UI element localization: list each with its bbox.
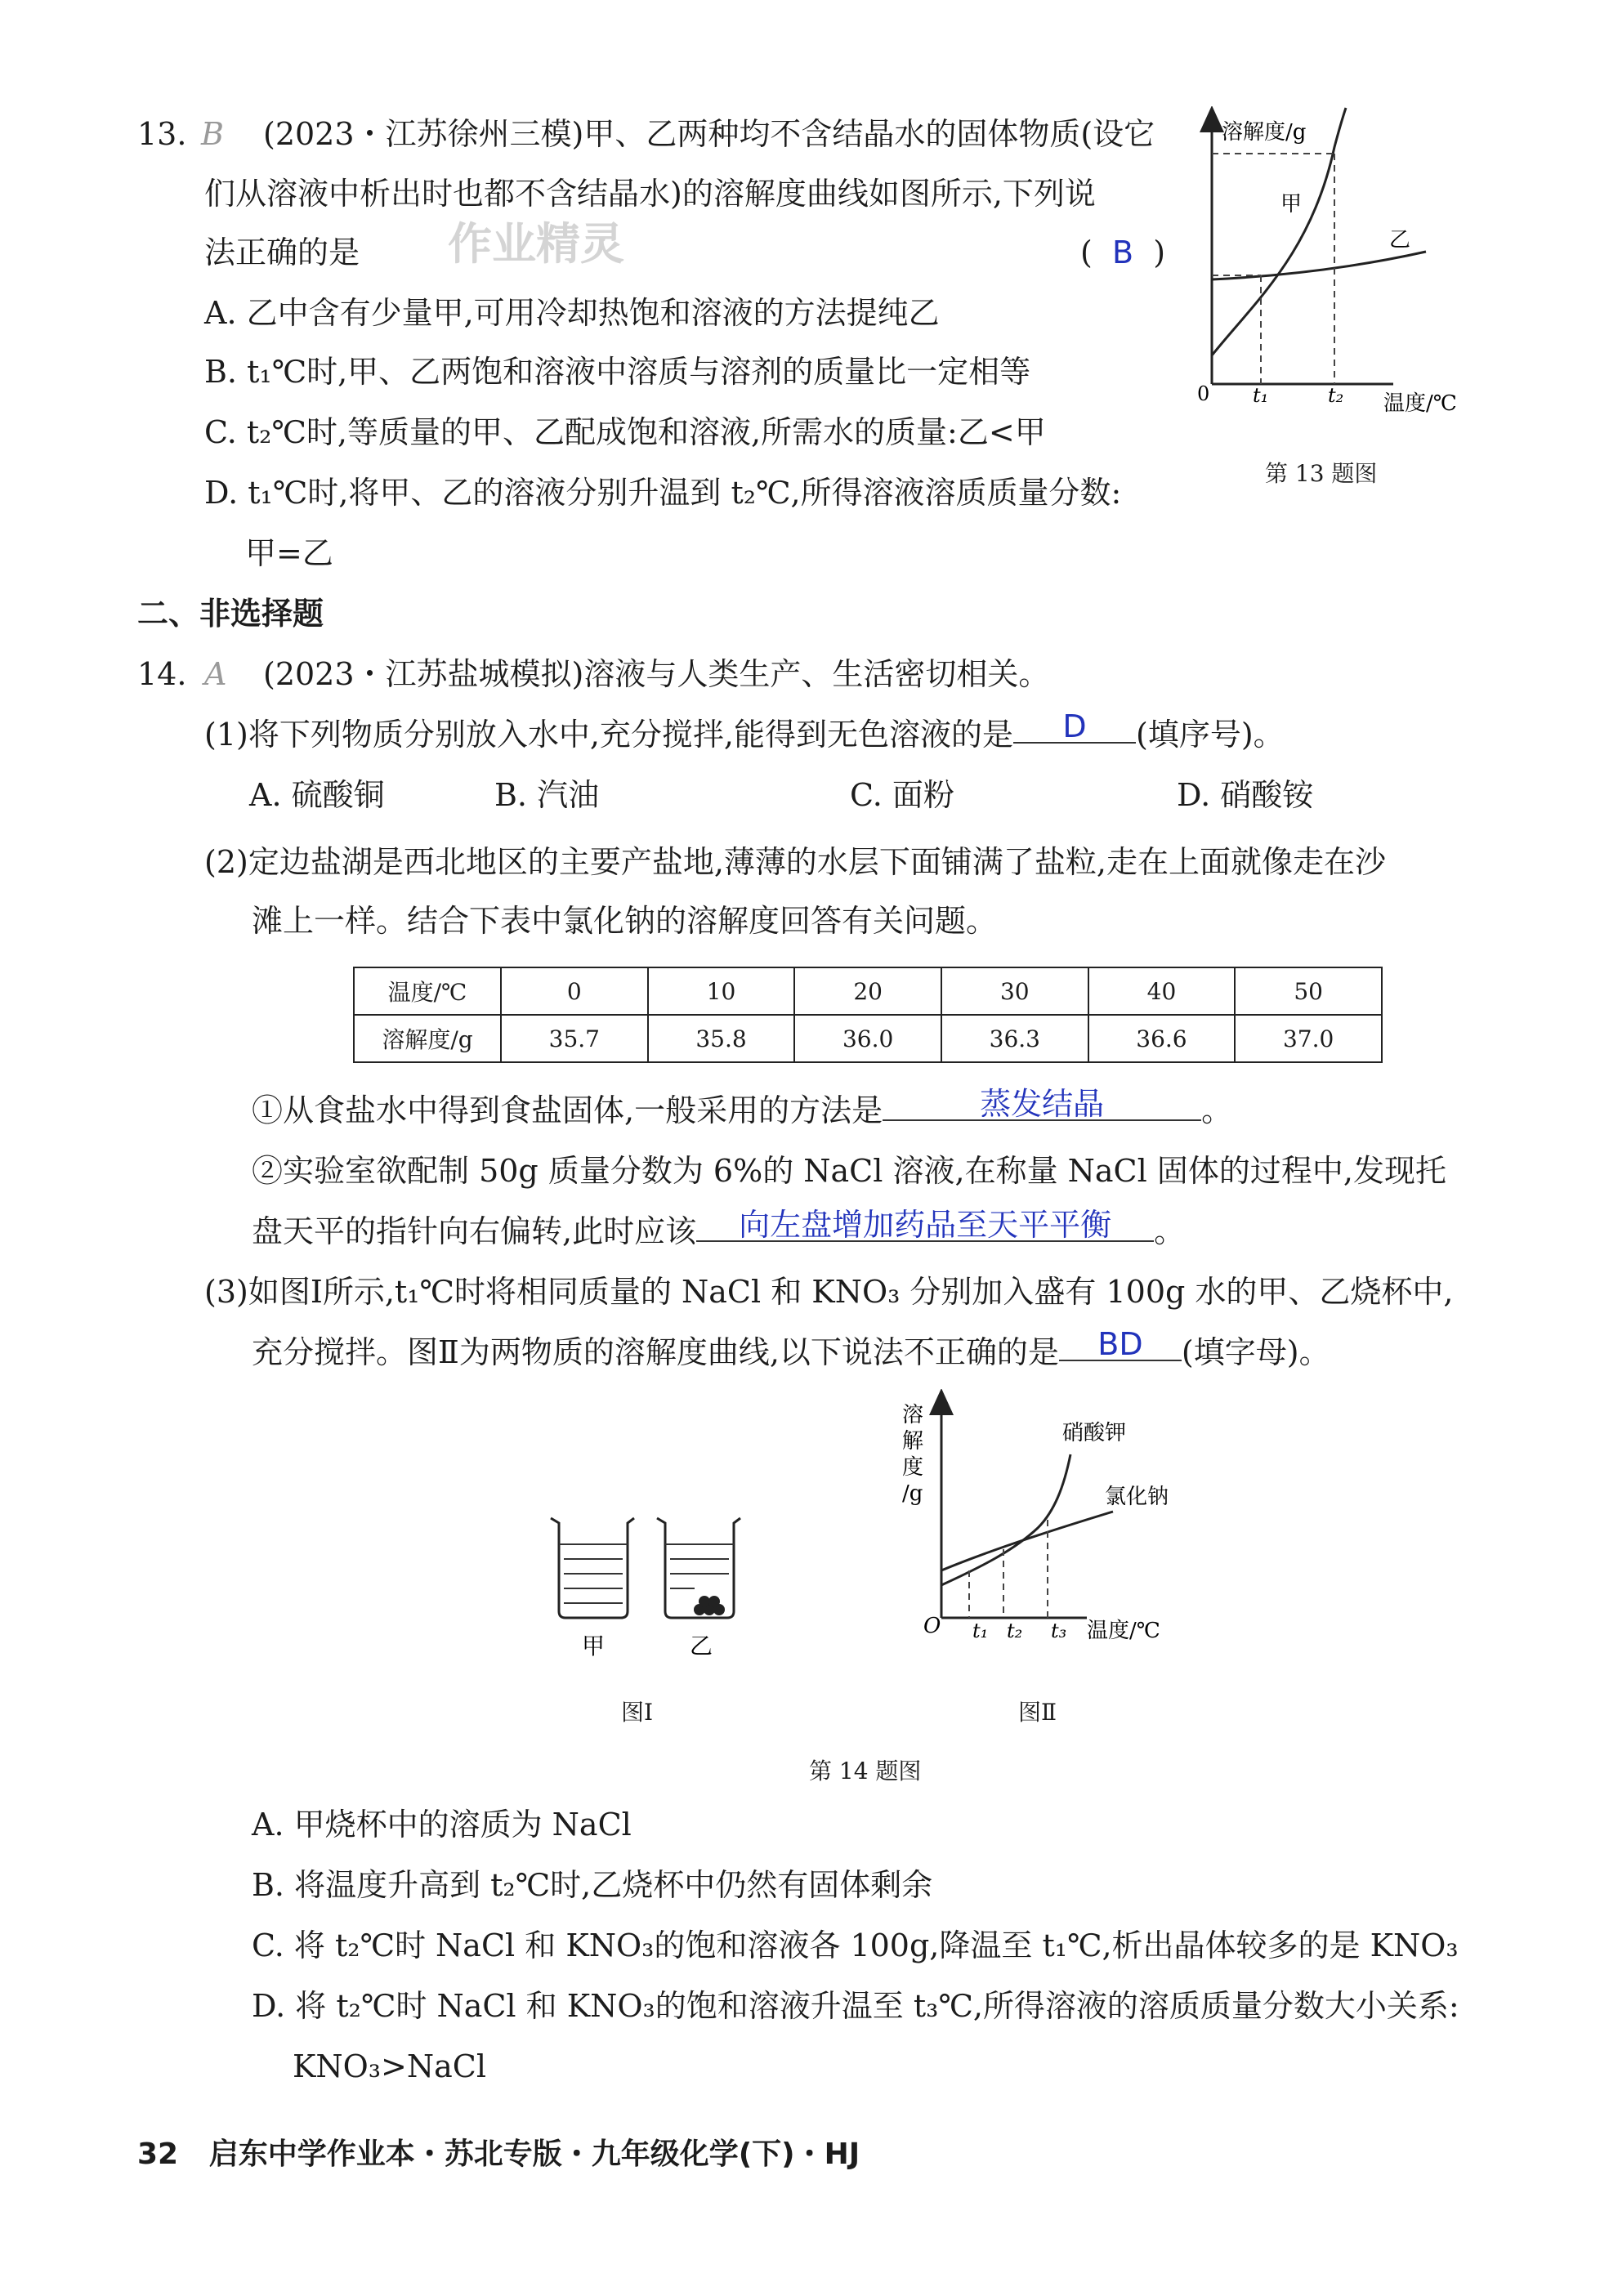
q13-stem-line3: 法正确的是 [204,235,360,270]
beaker-yi-label: 乙 [690,1633,713,1659]
q14-option-d-line2: KNO₃>NaCl [293,2048,486,2084]
q14-origin: O [923,1614,941,1638]
q14-t1-label: t₁ [972,1619,989,1642]
q13-t2-label: t₂ [1328,384,1344,407]
q13-y-label: 溶解度/g [1222,120,1307,145]
q14-part2-line2: 滩上一样。结合下表中氯化钠的溶解度回答有关问题。 [252,903,998,939]
q13-curve-yi-label: 乙 [1389,228,1411,252]
q14-part3-text: 充分搅拌。图Ⅱ为两物质的溶解度曲线,以下说法不正确的是 [252,1334,1059,1370]
q14-sub2-answer: 向左盘增加药品至天平平衡 [696,1209,1154,1242]
table-cell: 35.7 [501,1015,648,1062]
table-cell: 10 [648,967,795,1015]
table-cell: 50 [1235,967,1382,1015]
q14-curve-kno3-label: 硝酸钾 [1062,1421,1127,1445]
q14-part1-answer: D [1013,711,1136,744]
q14-sub1-end: 。 [1201,1092,1233,1128]
q14-figure-2-caption: 图Ⅱ [1018,1699,1057,1726]
q14-y-label-3: 度 [902,1455,924,1480]
q14-sub2-line1: ②实验室欲配制 50g 质量分数为 6%的 NaCl 溶液,在称量 NaCl 固体的过程中,发现托 [252,1153,1446,1189]
q13-option-d-line2: 甲=乙 [245,535,333,571]
page-number: 32 [137,2137,179,2171]
q13-answer-bracket: ( B ) [1080,235,1166,270]
table-header-temp: 温度/℃ [354,967,501,1015]
q13-answer: B [1111,235,1134,270]
q14-part1-option-c: C. 面粉 [850,777,954,813]
q14-part1-option-a: A. 硫酸铜 [249,777,385,813]
q14-sub1-answer: 蒸发结晶 [883,1088,1201,1121]
q14-curve-kno3 [941,1454,1070,1585]
q14-sub2-line2 [252,1207,1186,1249]
table-row [354,967,1382,1015]
q14-sub1 [252,1086,1233,1128]
q14-sub1-text: ①从食盐水中得到食盐固体,一般采用的方法是 [252,1092,883,1128]
q13-option-b: B. t₁℃时,甲、乙两饱和溶液中溶质与溶剂的质量比一定相等 [204,354,1031,390]
q13-curve-jia [1212,108,1346,355]
q13-number: 13. [137,116,187,152]
q13-stem-line2: 们从溶液中析出时也都不含结晶水)的溶解度曲线如图所示,下列说 [204,176,1096,212]
q14-option-d-line1: D. 将 t₂℃时 NaCl 和 KNO₃的饱和溶液升温至 t₃℃,所得溶液的溶质质量分数大小关系: [252,1988,1459,2024]
section2-title: 二、非选择题 [137,596,324,632]
table-row [354,1015,1382,1062]
table-cell: 30 [941,967,1088,1015]
q14-part3-suffix: (填字母)。 [1181,1334,1330,1370]
q13-stem-line1: (2023・江苏徐州三模)甲、乙两种均不含结晶水的固体物质(设它 [263,116,1155,152]
q13-curve-yi [1212,252,1426,279]
table-cell: 36.6 [1088,1015,1236,1062]
nacl-solubility-table [353,967,1383,1063]
q14-part1-option-b: B. 汽油 [494,777,600,813]
q14-part2-line1: (2)定边盐湖是西北地区的主要产盐地,薄薄的水层下面铺满了盐粒,走在上面就像走在沙 [204,844,1386,880]
table-header-solubility: 溶解度/g [354,1015,501,1062]
q14-level: A [204,656,227,692]
q14-t2-label: t₂ [1007,1619,1023,1642]
q14-sub2-text: 盘天平的指针向右偏转,此时应该 [252,1213,697,1249]
q14-figure-1-caption: 图Ⅰ [621,1699,654,1726]
book-title: 启东中学作业本・苏北专版・九年级化学(下)・HJ [208,2137,860,2171]
q14-part3-answer: BD [1059,1329,1182,1361]
beaker-jia [551,1518,634,1618]
table-cell: 37.0 [1235,1015,1382,1062]
table-cell: 20 [794,967,941,1015]
q13-level: B [201,116,224,152]
table-cell: 36.3 [941,1015,1088,1062]
q14-part1-option-d: D. 硝酸铵 [1177,777,1314,813]
q14-part3-line2 [252,1326,1330,1370]
q14-sub2-end: 。 [1154,1213,1186,1249]
beaker-yi [657,1518,740,1618]
q13-option-a: A. 乙中含有少量甲,可用冷却热饱和溶液的方法提纯乙 [204,295,940,331]
q14-figure-caption: 第 14 题图 [809,1758,922,1785]
q14-t3-label: t₃ [1051,1619,1067,1642]
table-cell: 35.8 [648,1015,795,1062]
table-cell: 36.0 [794,1015,941,1062]
q14-y-label-2: 解 [902,1429,924,1454]
q13-figure-caption: 第 13 题图 [1265,460,1378,487]
page-footer [137,2131,860,2173]
q14-y-label-4: /g [902,1481,923,1506]
q14-part1 [204,708,1285,753]
q14-option-a: A. 甲烧杯中的溶质为 NaCl [252,1807,632,1843]
q14-part1-text: (1)将下列物质分别放入水中,充分搅拌,能得到无色溶液的是 [204,717,1013,753]
q13-option-d-line1: D. t₁℃时,将甲、乙的溶液分别升温到 t₂℃,所得溶液溶质质量分数: [204,475,1122,511]
undissolved-solid [694,1596,725,1615]
q14-option-b: B. 将温度升高到 t₂℃时,乙烧杯中仍然有固体剩余 [252,1867,933,1903]
q14-curve-nacl-label: 氯化钠 [1105,1485,1169,1509]
q13-solubility-chart [1189,106,1499,433]
q13-x-label: 温度/℃ [1383,391,1457,416]
q14-figure-1-beakers [539,1512,752,1659]
q14-stem: (2023・江苏盐城模拟)溶液与人类生产、生活密切相关。 [263,656,1050,692]
q14-option-c: C. 将 t₂℃时 NaCl 和 KNO₃的饱和溶液各 100g,降温至 t₁℃,析出晶体较多的是 KNO₃ [252,1927,1459,1963]
watermark: 作业精灵 [448,218,624,270]
q14-part3-line1: (3)如图Ⅰ所示,t₁℃时将相同质量的 NaCl 和 KNO₃ 分别加入盛有 100g 水的甲、乙烧杯中, [204,1274,1454,1310]
q14-part1-suffix: (填序号)。 [1136,717,1285,753]
beaker-jia-label: 甲 [582,1633,606,1659]
q13-origin: 0 [1197,382,1210,405]
table-cell: 40 [1088,967,1236,1015]
q14-number: 14. [137,656,187,692]
q14-y-label-1: 溶 [902,1403,924,1427]
q14-x-label: 温度/℃ [1087,1619,1160,1643]
q14-curve-nacl [941,1512,1113,1570]
table-cell: 0 [501,967,648,1015]
q14-figure-2-solubility-chart [891,1389,1218,1667]
q13-curve-jia-label: 甲 [1280,192,1303,217]
q13-t1-label: t₁ [1253,384,1269,407]
q13-option-c: C. t₂℃时,等质量的甲、乙配成饱和溶液,所需水的质量:乙<甲 [204,414,1046,450]
